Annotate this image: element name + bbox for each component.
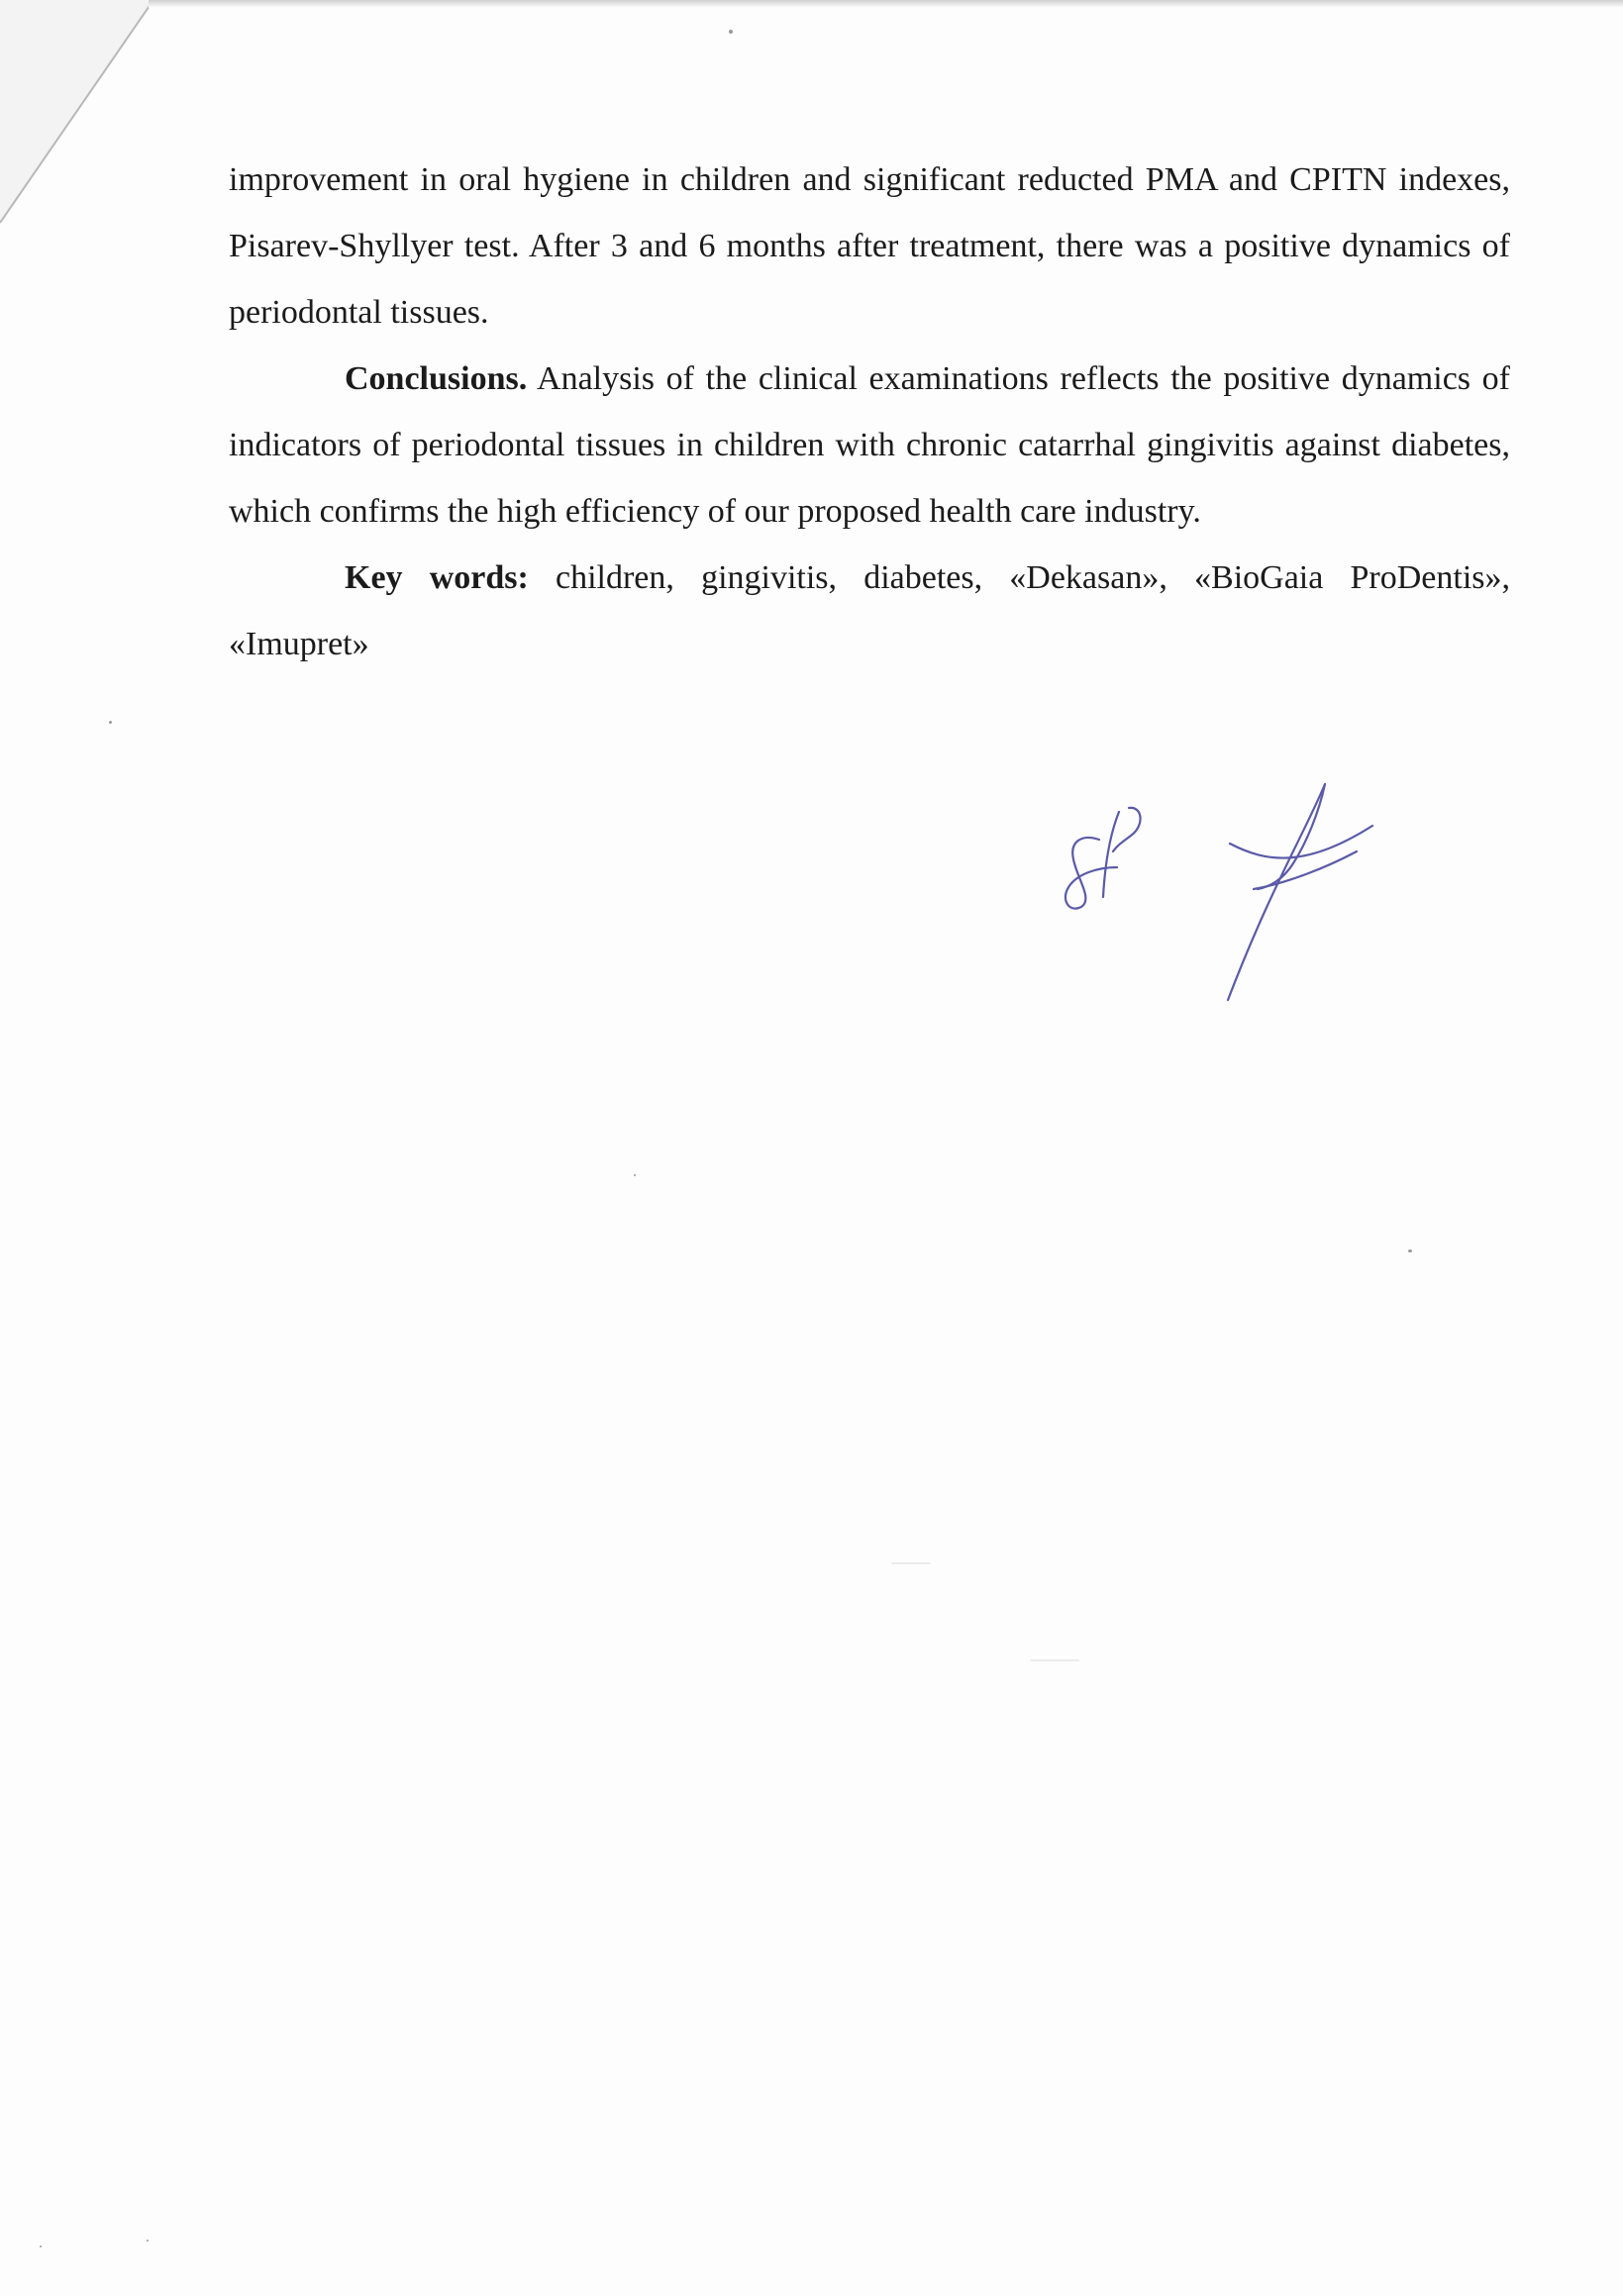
folded-corner	[0, 0, 158, 228]
paragraph-keywords	[229, 545, 1510, 677]
paragraph-conclusions	[229, 346, 1510, 545]
scan-speck	[1030, 1659, 1079, 1661]
scan-speck	[729, 30, 733, 34]
scan-speck	[1408, 1249, 1412, 1252]
scan-speck	[147, 2240, 149, 2242]
paragraph-results: improvement in oral hygiene in children and significant reducted PMA and CPITN indexes, Pisarev-Shyllyer test. After 3 and 6 months after treatment, there was a positive dynamics of periodontal tissues.	[229, 161, 1510, 331]
scan-speck	[109, 721, 112, 724]
scan-speck	[634, 1174, 636, 1176]
scan-speck	[891, 1562, 931, 1564]
signature-icon	[1060, 772, 1376, 1030]
scan-top-edge	[149, 0, 1623, 8]
document-body	[229, 147, 1510, 677]
keywords-label: Key words:	[345, 559, 529, 596]
conclusions-text: Analysis of the clinical examinations reflects the positive dynamics of indicators of periodontal tissues in children with chronic catarrhal gingivitis against diabetes, which confirms the high efficiency of our proposed health care industry.	[229, 360, 1510, 530]
keywords-text: children, gingivitis, diabetes, «Dekasan», «BioGaia ProDentis», «Imupret»	[229, 559, 1510, 662]
conclusions-label: Conclusions.	[345, 360, 528, 397]
scan-speck	[40, 2246, 42, 2247]
